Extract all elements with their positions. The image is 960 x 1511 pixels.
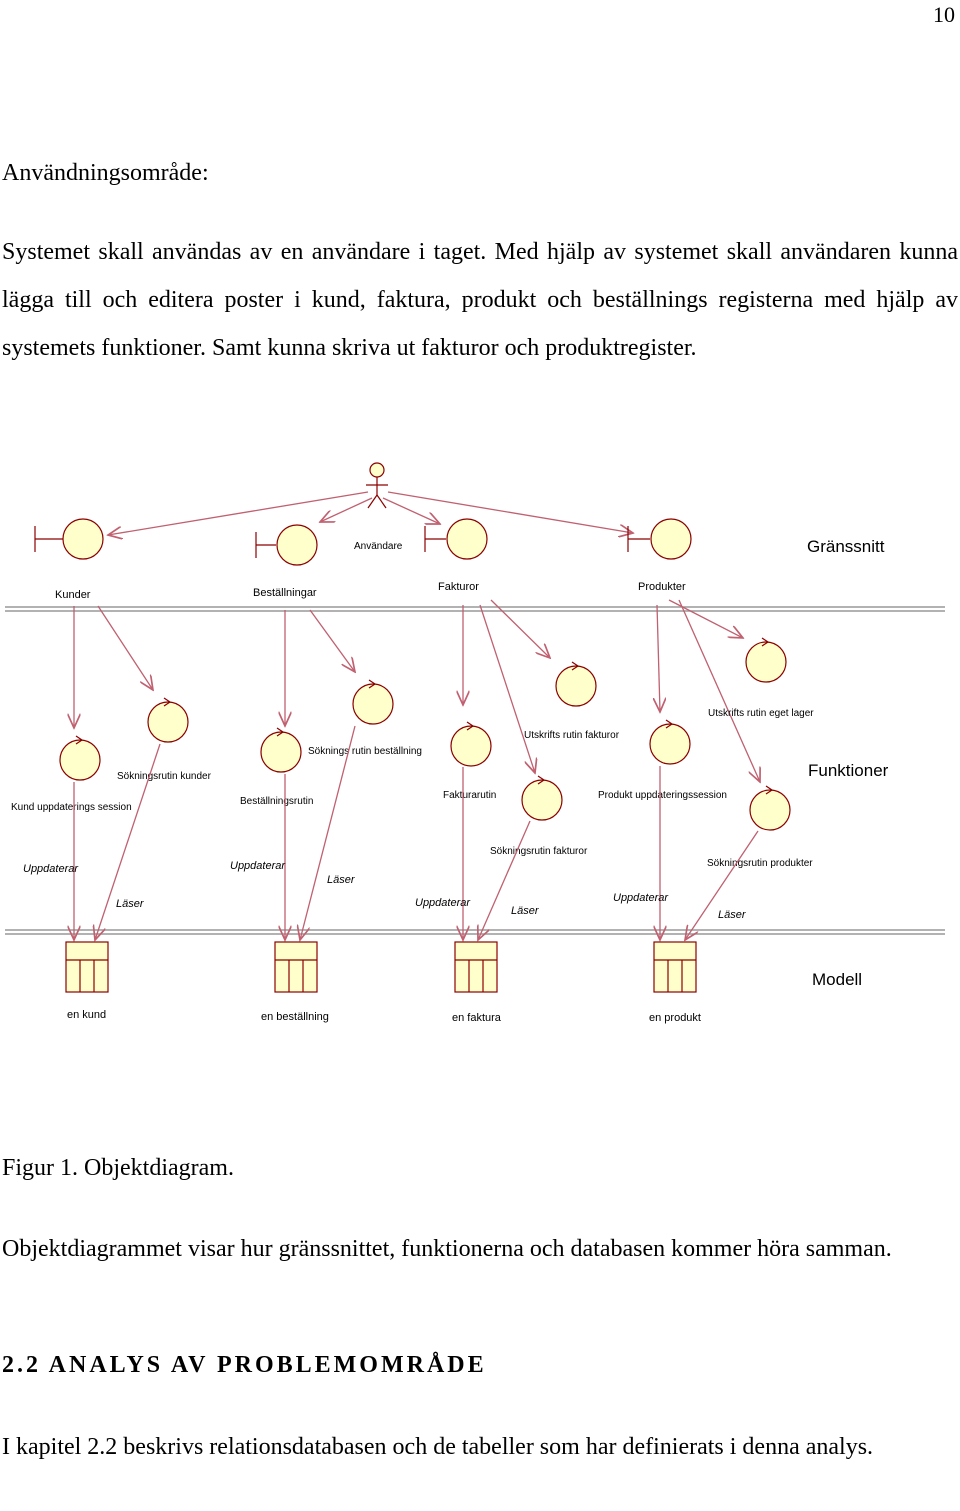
link-label-faktura-read: Läser (511, 905, 539, 917)
control-label-sokning-bestallning: Söknings rutin beställning (308, 746, 422, 757)
boundary-label-fakturor: Fakturor (438, 581, 479, 593)
link-label-kund-update: Uppdaterar (23, 863, 79, 875)
entity-label-bestallning: en beställning (261, 1011, 329, 1023)
entity-label-produkt: en produkt (649, 1012, 701, 1024)
control-utskrift-fakturor (556, 662, 596, 706)
object-diagram (0, 440, 960, 1060)
figure-caption: Figur 1. Objektdiagram. (2, 1155, 234, 1181)
page-number: 10 (933, 2, 955, 27)
control-label-produkt-uppdatering: Produkt uppdateringssession (598, 790, 727, 801)
entity-produkt (654, 942, 696, 992)
section-title: 2.2 ANALYS AV PROBLEMOMRÅDE (2, 1352, 487, 1378)
link-label-faktura-update: Uppdaterar (415, 897, 471, 909)
control-kund-uppdatering (60, 736, 100, 780)
control-sokning-produkter (750, 786, 790, 830)
boundary-label-produkter: Produkter (638, 581, 686, 593)
control-label-sokning-produkter: Sökningsrutin produkter (707, 858, 813, 869)
control-faktura (451, 722, 491, 766)
control-sokning-kunder (148, 698, 188, 742)
control-label-utskrift-lager: Utskrifts rutin eget lager (708, 708, 814, 719)
link-label-produkt-update: Uppdaterar (613, 892, 669, 904)
boundary-fakturor (425, 519, 487, 559)
control-sokning-bestallning (353, 680, 393, 724)
layer-label-model: Modell (812, 970, 863, 989)
entity-kund (66, 942, 108, 992)
usage-heading: Användningsområde: (2, 160, 209, 186)
entity-faktura (455, 942, 497, 992)
layer-label-interface: Gränssnitt (807, 537, 885, 556)
link-label-bestallning-read: Läser (327, 874, 355, 886)
control-bestallning (261, 728, 301, 772)
entity-bestallning (275, 942, 317, 992)
control-label-sokning-kunder: Sökningsrutin kunder (117, 771, 211, 782)
control-label-utskrift-fakturor: Utskrifts rutin fakturor (524, 730, 620, 741)
boundary-label-bestallningar: Beställningar (253, 587, 317, 599)
control-utskrift-lager (746, 638, 786, 682)
boundary-bestallningar (256, 525, 317, 565)
entity-label-faktura: en faktura (452, 1012, 501, 1024)
layer-label-functions: Funktioner (808, 761, 889, 780)
link-label-produkt-read: Läser (718, 909, 746, 921)
control-label-kund-uppdatering: Kund uppdaterings session (11, 802, 132, 813)
diagram-description: Objektdiagrammet visar hur gränssnittet, funktionerna och databasen kommer höra samman. (2, 1236, 892, 1262)
boundary-produkter (628, 519, 691, 559)
entity-label-kund: en kund (67, 1009, 107, 1021)
actor-user (366, 463, 388, 508)
link-label-bestallning-update: Uppdaterar (230, 860, 286, 872)
actor-label: Användare (354, 541, 403, 552)
control-produkt-uppdatering (650, 720, 690, 764)
control-label-faktura: Fakturarutin (443, 790, 497, 801)
control-label-bestallning: Beställningsrutin (240, 796, 314, 807)
section-paragraph: I kapitel 2.2 beskrivs relationsdatabasen och de tabeller som har definierats i denna analys. (2, 1434, 874, 1460)
link-label-kund-read: Läser (116, 898, 144, 910)
control-sokning-fakturor (522, 776, 562, 820)
control-label-sokning-fakturor: Sökningsrutin fakturor (490, 846, 588, 857)
usage-paragraph: Systemet skall användas av en användare i taget. Med hjälp av systemet skall användaren kunna lägga till och editera poster i kund, faktura, produkt och beställnings registerna med hjälp av systemets funktioner. Samt kunna skriva ut fakturor och produktregister. (2, 239, 958, 361)
boundary-kunder (35, 519, 103, 559)
boundary-label-kunder: Kunder (55, 589, 91, 601)
